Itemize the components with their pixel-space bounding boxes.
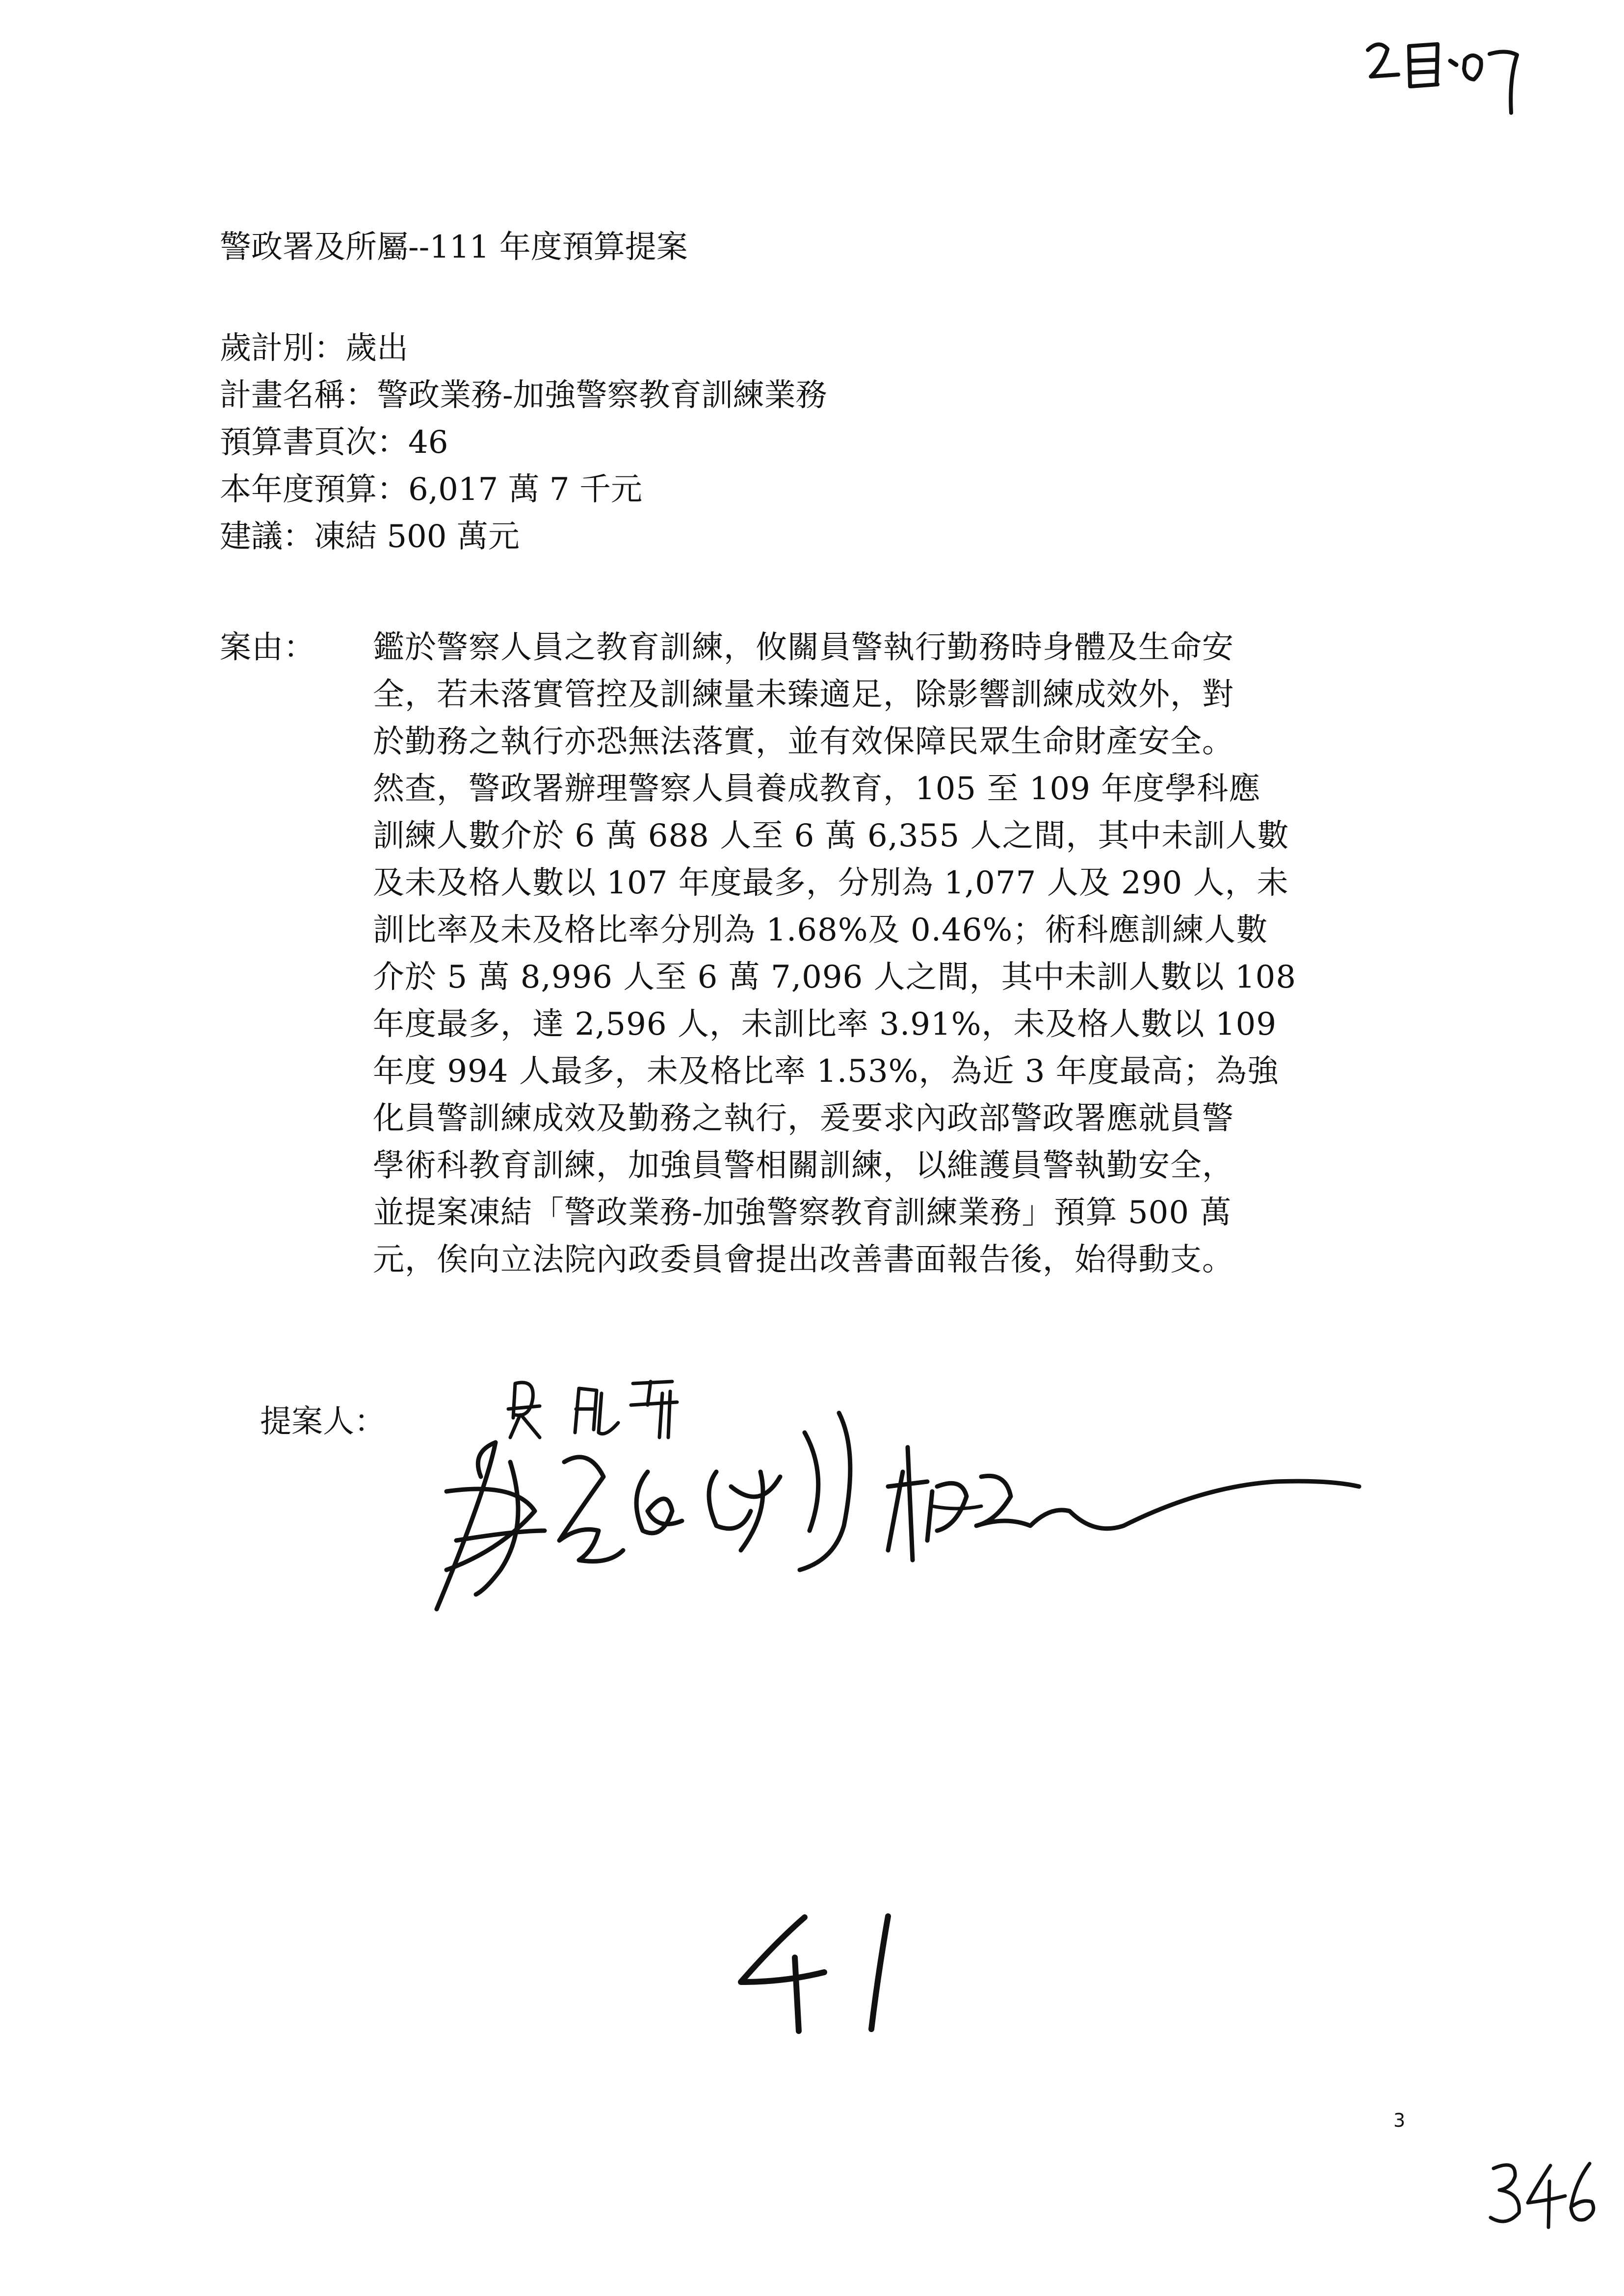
- signature-1: [417, 1364, 1374, 1639]
- reason-line: 年度最多，達 2,596 人，未訓比率 3.91%，未及格人數以 109: [373, 1006, 1277, 1043]
- handwritten-date-annotation: [1364, 29, 1531, 118]
- reason-line: 於勤務之執行亦恐無法落實，並有效保障民眾生命財產安全。: [373, 724, 1234, 760]
- field-label: 歲計別: [220, 330, 314, 366]
- reason-line: 化員警訓練成效及勤務之執行，爰要求內政部警政署應就員警: [373, 1100, 1234, 1137]
- field-list: [220, 325, 827, 560]
- field-label: 建議: [220, 519, 283, 555]
- reason-line: 鑑於警察人員之教育訓練，攸關員警執行勤務時身體及生命安: [373, 629, 1234, 666]
- reason-line: 訓比率及未及格比率分別為 1.68%及 0.46%；術科應訓練人數: [373, 912, 1268, 948]
- handwritten-number: [726, 1908, 932, 2036]
- reason-label: 案由：: [220, 629, 315, 666]
- reason-line: 全，若未落實管控及訓練量未臻適足，除影響訓練成效外，對: [373, 677, 1234, 713]
- field-value: 凍結 500 萬元: [314, 519, 520, 555]
- field-value: 46: [408, 424, 448, 461]
- field-label: 本年度預算: [220, 471, 377, 508]
- handwritten-page-annotation: [1487, 2154, 1604, 2237]
- field-annual-budget: 本年度預算：6,017 萬 7 千元: [220, 471, 642, 508]
- field-label: 計畫名稱: [220, 377, 345, 414]
- reason-line: 及未及格人數以 107 年度最多，分別為 1,077 人及 290 人，未: [373, 865, 1289, 901]
- reason-body: [373, 624, 1296, 1283]
- field-value: 6,017 萬 7 千元: [408, 471, 642, 508]
- reason-line: 元，俟向立法院內政委員會提出改善書面報告後，始得動支。: [373, 1242, 1234, 1278]
- field-value: 警政業務-加強警察教育訓練業務: [377, 377, 827, 414]
- field-value: 歲出: [345, 330, 408, 366]
- reason-line: 訓練人數介於 6 萬 688 人至 6 萬 6,355 人之間，其中未訓人數: [373, 818, 1289, 854]
- reason-line: 並提案凍結「警政業務-加強警察教育訓練業務」預算 500 萬: [373, 1195, 1232, 1231]
- reason-line: 年度 994 人最多，未及格比率 1.53%，為近 3 年度最高；為強: [373, 1053, 1279, 1090]
- page-number: 3: [1393, 2110, 1406, 2131]
- field-recommendation: 建議：凍結 500 萬元: [220, 519, 520, 555]
- document-title: 警政署及所屬--111 年度預算提案: [220, 229, 688, 265]
- reason-line: 然查，警政署辦理警察人員養成教育，105 至 109 年度學科應: [373, 771, 1261, 807]
- field-plan-name: 計畫名稱：警政業務-加強警察教育訓練業務: [220, 377, 827, 414]
- reason-line: 學術科教育訓練，加強員警相關訓練，以維護員警執勤安全，: [373, 1148, 1234, 1184]
- proposer-label: 提案人：: [260, 1404, 386, 1440]
- field-budget-page: 預算書頁次：46: [220, 424, 448, 461]
- reason-line: 介於 5 萬 8,996 人至 6 萬 7,096 人之間，其中未訓人數以 108: [373, 959, 1297, 995]
- field-fiscal-category: 歲計別：歲出: [220, 330, 408, 366]
- field-label: 預算書頁次: [220, 424, 377, 461]
